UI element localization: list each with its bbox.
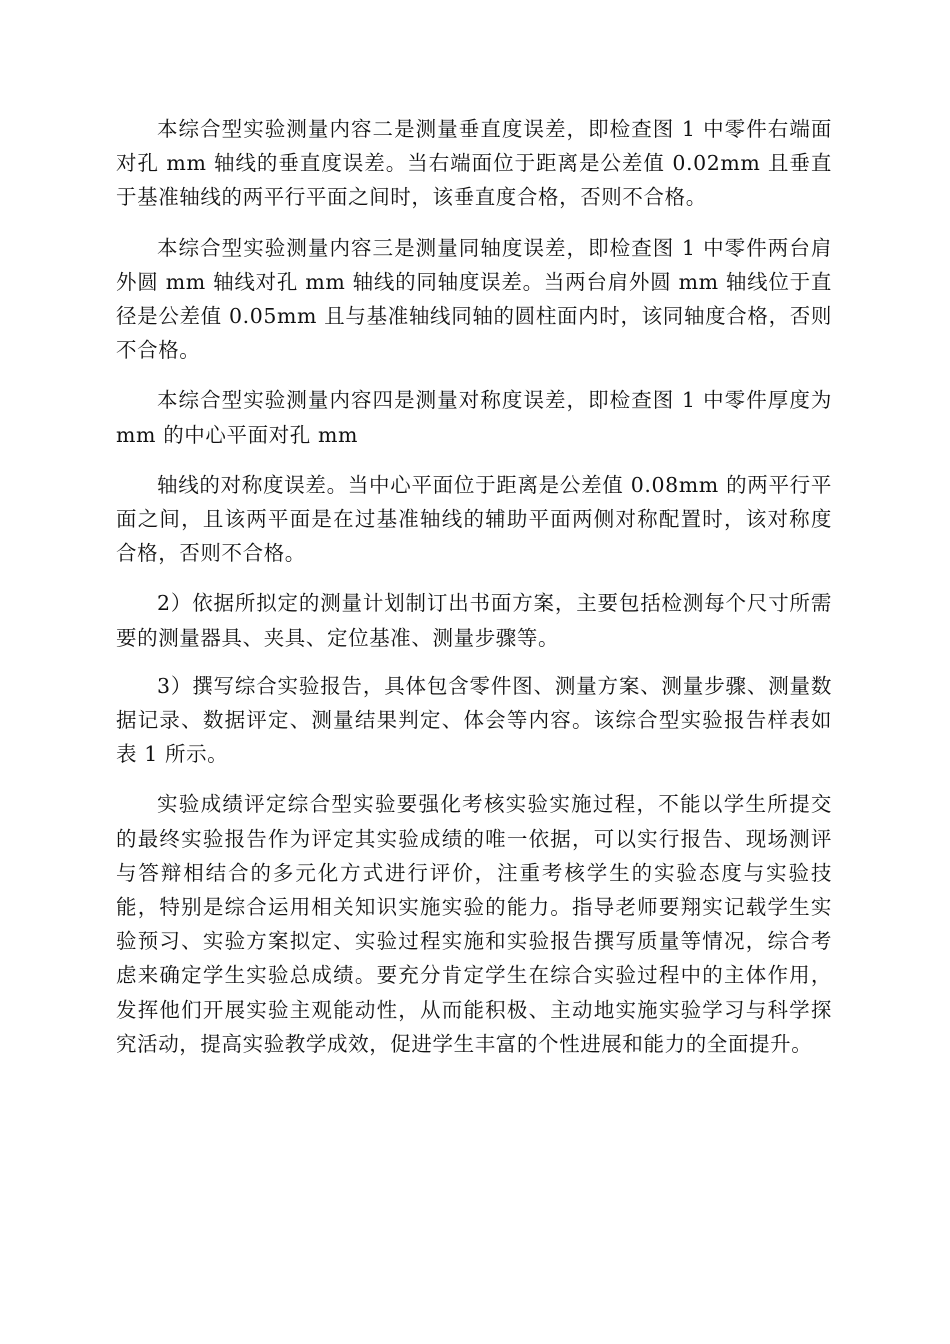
paragraph-coaxiality: 本综合型实验测量内容三是测量同轴度误差，即检查图 1 中零件两台肩外圆 mm 轴线对孔 mm 轴线的同轴度误差。当两台肩外圆 mm 轴线位于直径是公差值 0.05mm 且与基准轴线同轴的圆柱面内时，该同轴度合格，否则不合格。 [116, 235, 832, 363]
paragraph-grading: 实验成绩评定综合型实验要强化考核实验实施过程，不能以学生所提交的最终实验报告作为评定其实验成绩的唯一依据，可以实行报告、现场测评与答辩相结合的多元化方式进行评价，注重考核学生的实验态度与实验技能，特别是综合运用相关知识实施实验的能力。指导老师要翔实记载学生实验预习、实验方案拟定、实验过程实施和实验报告撰写质量等情况，综合考虑来确定学生实验总成绩。要充分肯定学生在综合实验过程中的主体作用，发挥他们开展实验主观能动性，从而能积极、主动地实施实验学习与科学探究活动，提高实验教学成效，促进学生丰富的个性进展和能力的全面提升。 [116, 792, 832, 1056]
paragraph-step-3: 3）撰写综合实验报告，具体包含零件图、测量方案、测量步骤、测量数据记录、数据评定、测量结果判定、体会等内容。该综合型实验报告样表如表 1 所示。 [116, 673, 832, 767]
paragraph-symmetry-intro: 本综合型实验测量内容四是测量对称度误差，即检查图 1 中零件厚度为 mm 的中心平面对孔 mm [116, 388, 832, 447]
paragraph-symmetry-detail: 轴线的对称度误差。当中心平面位于距离是公差值 0.08mm 的两平行平面之间，且该两平面是在过基准轴线的辅助平面两侧对称配置时，该对称度合格，否则不合格。 [116, 472, 832, 566]
paragraph-step-2: 2）依据所拟定的测量计划制订出书面方案，主要包括检测每个尺寸所需要的测量器具、夹具、定位基准、测量步骤等。 [116, 591, 832, 650]
body-text [116, 112, 832, 1077]
paragraph-perpendicularity: 本综合型实验测量内容二是测量垂直度误差，即检查图 1 中零件右端面对孔 mm 轴线的垂直度误差。当右端面位于距离是公差值 0.02mm 且垂直于基准轴线的两平行平面之间时，该垂直度合格，否则不合格。 [116, 117, 832, 210]
